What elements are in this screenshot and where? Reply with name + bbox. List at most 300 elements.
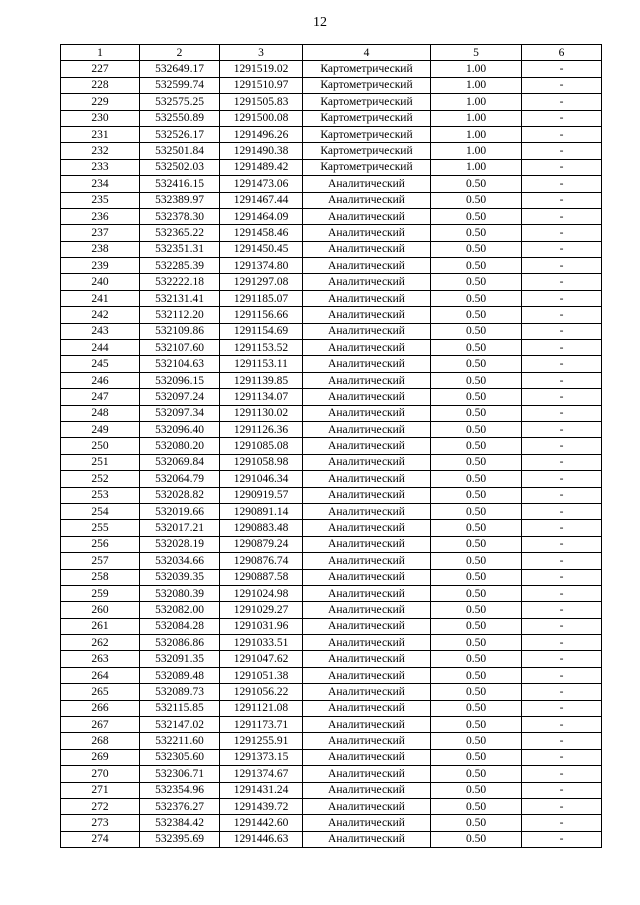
- table-cell-col-3: 1291173.71: [220, 717, 303, 733]
- table-cell-col-1: 243: [61, 323, 140, 339]
- table-cell-col-4: Аналитический: [303, 700, 431, 716]
- table-cell-col-4: Аналитический: [303, 602, 431, 618]
- table-cell-col-6: -: [522, 569, 602, 585]
- table-cell-col-3: 1290883.48: [220, 520, 303, 536]
- table-cell-col-4: Аналитический: [303, 831, 431, 847]
- table-cell-col-5: 0.50: [431, 520, 522, 536]
- table-cell-col-3: 1291373.15: [220, 749, 303, 765]
- table-cell-col-3: 1291489.42: [220, 159, 303, 175]
- table-cell-col-5: 0.50: [431, 536, 522, 552]
- table-cell-col-5: 0.50: [431, 487, 522, 503]
- table-cell-col-4: Аналитический: [303, 569, 431, 585]
- table-cell-col-3: 1291046.34: [220, 471, 303, 487]
- table-cell-col-4: Аналитический: [303, 618, 431, 634]
- header-row: [61, 45, 602, 61]
- table-cell-col-2: 532365.22: [140, 225, 220, 241]
- table-cell-col-1: 264: [61, 667, 140, 683]
- table-cell-col-6: -: [522, 208, 602, 224]
- table-cell-col-2: 532039.35: [140, 569, 220, 585]
- table-cell-col-6: -: [522, 176, 602, 192]
- table-cell-col-4: Аналитический: [303, 290, 431, 306]
- table-cell-col-1: 271: [61, 782, 140, 798]
- table-cell-col-3: 1291031.96: [220, 618, 303, 634]
- table-cell-col-1: 227: [61, 61, 140, 77]
- table-cell-col-2: 532376.27: [140, 798, 220, 814]
- table-cell-col-6: -: [522, 77, 602, 93]
- table-cell-col-4: Аналитический: [303, 536, 431, 552]
- table-cell-col-3: 1291500.08: [220, 110, 303, 126]
- table-cell-col-6: -: [522, 520, 602, 536]
- table-cell-col-2: 532285.39: [140, 258, 220, 274]
- table-row: [61, 749, 602, 765]
- table-cell-col-2: 532104.63: [140, 356, 220, 372]
- coordinates-table: [60, 44, 602, 848]
- table-cell-col-5: 0.50: [431, 192, 522, 208]
- table-cell-col-4: Аналитический: [303, 766, 431, 782]
- table-cell-col-6: -: [522, 503, 602, 519]
- table-row: [61, 454, 602, 470]
- table-cell-col-1: 263: [61, 651, 140, 667]
- table-row: [61, 717, 602, 733]
- table-row: [61, 61, 602, 77]
- table-cell-col-3: 1291134.07: [220, 389, 303, 405]
- table-cell-col-6: -: [522, 487, 602, 503]
- table-row: [61, 815, 602, 831]
- table-cell-col-3: 1291519.02: [220, 61, 303, 77]
- table-row: [61, 471, 602, 487]
- header-cell-1: 1: [61, 45, 140, 61]
- table-cell-col-1: 260: [61, 602, 140, 618]
- table-cell-col-2: 532115.85: [140, 700, 220, 716]
- table-cell-col-6: -: [522, 667, 602, 683]
- table-cell-col-6: -: [522, 126, 602, 142]
- table-cell-col-6: -: [522, 225, 602, 241]
- table-cell-col-1: 255: [61, 520, 140, 536]
- table-cell-col-2: 532211.60: [140, 733, 220, 749]
- table-cell-col-4: Аналитический: [303, 258, 431, 274]
- table-cell-col-5: 0.50: [431, 503, 522, 519]
- table-cell-col-4: Аналитический: [303, 749, 431, 765]
- page-number: 12: [313, 15, 327, 30]
- table-cell-col-3: 1291121.08: [220, 700, 303, 716]
- table-cell-col-3: 1291458.46: [220, 225, 303, 241]
- table-cell-col-3: 1291510.97: [220, 77, 303, 93]
- table-row: [61, 635, 602, 651]
- table-cell-col-5: 0.50: [431, 421, 522, 437]
- table-cell-col-3: 1291033.51: [220, 635, 303, 651]
- table-header: [61, 45, 602, 61]
- table-cell-col-3: 1291130.02: [220, 405, 303, 421]
- table-cell-col-1: 261: [61, 618, 140, 634]
- table-row: [61, 389, 602, 405]
- table-cell-col-3: 1291153.11: [220, 356, 303, 372]
- table-cell-col-2: 532028.19: [140, 536, 220, 552]
- table-cell-col-2: 532550.89: [140, 110, 220, 126]
- table-cell-col-2: 532107.60: [140, 340, 220, 356]
- table-cell-col-1: 235: [61, 192, 140, 208]
- table-cell-col-2: 532354.96: [140, 782, 220, 798]
- table-cell-col-2: 532395.69: [140, 831, 220, 847]
- table-cell-col-1: 247: [61, 389, 140, 405]
- header-cell-5: 5: [431, 45, 522, 61]
- table-row: [61, 94, 602, 110]
- table-cell-col-5: 0.50: [431, 176, 522, 192]
- table-cell-col-5: 0.50: [431, 569, 522, 585]
- table-cell-col-6: -: [522, 798, 602, 814]
- table-cell-col-1: 232: [61, 143, 140, 159]
- table-cell-col-2: 532069.84: [140, 454, 220, 470]
- table-cell-col-1: 270: [61, 766, 140, 782]
- table-row: [61, 585, 602, 601]
- table-row: [61, 274, 602, 290]
- table-cell-col-5: 0.50: [431, 307, 522, 323]
- table-row: [61, 405, 602, 421]
- table-cell-col-1: 253: [61, 487, 140, 503]
- table-cell-col-4: Аналитический: [303, 585, 431, 601]
- table-cell-col-6: -: [522, 356, 602, 372]
- table-cell-col-5: 0.50: [431, 323, 522, 339]
- table-cell-col-2: 532112.20: [140, 307, 220, 323]
- table-cell-col-3: 1291024.98: [220, 585, 303, 601]
- table-cell-col-2: 532034.66: [140, 553, 220, 569]
- table-cell-col-4: Аналитический: [303, 340, 431, 356]
- table-cell-col-3: 1291374.67: [220, 766, 303, 782]
- table-cell-col-3: 1290876.74: [220, 553, 303, 569]
- table-cell-col-2: 532028.82: [140, 487, 220, 503]
- table-cell-col-3: 1291374.80: [220, 258, 303, 274]
- table-cell-col-1: 273: [61, 815, 140, 831]
- table-cell-col-1: 252: [61, 471, 140, 487]
- table-cell-col-3: 1291154.69: [220, 323, 303, 339]
- table-row: [61, 421, 602, 437]
- table-cell-col-6: -: [522, 536, 602, 552]
- table-cell-col-5: 1.00: [431, 126, 522, 142]
- table-cell-col-4: Аналитический: [303, 307, 431, 323]
- table-cell-col-3: 1291185.07: [220, 290, 303, 306]
- table-cell-col-6: -: [522, 340, 602, 356]
- table-cell-col-1: 245: [61, 356, 140, 372]
- table-row: [61, 126, 602, 142]
- table-cell-col-3: 1291297.08: [220, 274, 303, 290]
- table-cell-col-4: Аналитический: [303, 323, 431, 339]
- table-cell-col-2: 532097.34: [140, 405, 220, 421]
- table-cell-col-2: 532086.86: [140, 635, 220, 651]
- table-cell-col-2: 532084.28: [140, 618, 220, 634]
- table-cell-col-5: 1.00: [431, 61, 522, 77]
- table-cell-col-2: 532147.02: [140, 717, 220, 733]
- table-cell-col-4: Аналитический: [303, 782, 431, 798]
- table-row: [61, 323, 602, 339]
- table-cell-col-6: -: [522, 192, 602, 208]
- table-cell-col-6: -: [522, 831, 602, 847]
- table-body: [61, 61, 602, 848]
- header-cell-2: 2: [140, 45, 220, 61]
- table-cell-col-1: 251: [61, 454, 140, 470]
- table-cell-col-6: -: [522, 258, 602, 274]
- table-cell-col-1: 268: [61, 733, 140, 749]
- table-cell-col-2: 532089.48: [140, 667, 220, 683]
- table-cell-col-5: 0.50: [431, 717, 522, 733]
- table-cell-col-6: -: [522, 471, 602, 487]
- table-cell-col-4: Аналитический: [303, 471, 431, 487]
- table-row: [61, 340, 602, 356]
- table-cell-col-6: -: [522, 782, 602, 798]
- table-cell-col-2: 532351.31: [140, 241, 220, 257]
- table-cell-col-1: 274: [61, 831, 140, 847]
- table-cell-col-3: 1290919.57: [220, 487, 303, 503]
- table-row: [61, 553, 602, 569]
- table-cell-col-6: -: [522, 323, 602, 339]
- header-cell-4: 4: [303, 45, 431, 61]
- table-cell-col-4: Картометрический: [303, 143, 431, 159]
- table-cell-col-1: 238: [61, 241, 140, 257]
- table-cell-col-1: 237: [61, 225, 140, 241]
- table-cell-col-6: -: [522, 454, 602, 470]
- table-cell-col-3: 1291439.72: [220, 798, 303, 814]
- table-cell-col-3: 1291047.62: [220, 651, 303, 667]
- table-cell-col-2: 532378.30: [140, 208, 220, 224]
- table-cell-col-5: 0.50: [431, 454, 522, 470]
- table-cell-col-5: 0.50: [431, 258, 522, 274]
- table-cell-col-1: 246: [61, 372, 140, 388]
- table-cell-col-1: 230: [61, 110, 140, 126]
- table-cell-col-2: 532019.66: [140, 503, 220, 519]
- table-cell-col-3: 1291029.27: [220, 602, 303, 618]
- table-row: [61, 192, 602, 208]
- table-row: [61, 733, 602, 749]
- table-cell-col-4: Картометрический: [303, 110, 431, 126]
- table-cell-col-4: Аналитический: [303, 717, 431, 733]
- table-row: [61, 290, 602, 306]
- table-cell-col-1: 239: [61, 258, 140, 274]
- table-cell-col-5: 0.50: [431, 831, 522, 847]
- table-cell-col-3: 1291051.38: [220, 667, 303, 683]
- table-cell-col-3: 1291085.08: [220, 438, 303, 454]
- header-cell-3: 3: [220, 45, 303, 61]
- table-cell-col-1: 258: [61, 569, 140, 585]
- table-cell-col-3: 1290887.58: [220, 569, 303, 585]
- table-cell-col-1: 234: [61, 176, 140, 192]
- table-cell-col-1: 269: [61, 749, 140, 765]
- table-cell-col-4: Аналитический: [303, 192, 431, 208]
- table-row: [61, 602, 602, 618]
- table-cell-col-2: 532080.20: [140, 438, 220, 454]
- table-cell-col-4: Аналитический: [303, 454, 431, 470]
- table-cell-col-1: 236: [61, 208, 140, 224]
- table-cell-col-3: 1291490.38: [220, 143, 303, 159]
- table-cell-col-1: 233: [61, 159, 140, 175]
- table-cell-col-4: Аналитический: [303, 372, 431, 388]
- table-cell-col-4: Картометрический: [303, 159, 431, 175]
- table-cell-col-2: 532080.39: [140, 585, 220, 601]
- table-cell-col-4: Аналитический: [303, 553, 431, 569]
- table-cell-col-4: Аналитический: [303, 421, 431, 437]
- table-cell-col-1: 248: [61, 405, 140, 421]
- table-row: [61, 536, 602, 552]
- table-cell-col-2: 532502.03: [140, 159, 220, 175]
- header-cell-6: 6: [522, 45, 602, 61]
- table-cell-col-6: -: [522, 815, 602, 831]
- table-cell-col-5: 0.50: [431, 405, 522, 421]
- table-cell-col-5: 0.50: [431, 766, 522, 782]
- table-cell-col-4: Аналитический: [303, 503, 431, 519]
- table-cell-col-1: 244: [61, 340, 140, 356]
- table-cell-col-6: -: [522, 635, 602, 651]
- table-cell-col-4: Аналитический: [303, 208, 431, 224]
- table-cell-col-6: -: [522, 733, 602, 749]
- table-cell-col-3: 1291153.52: [220, 340, 303, 356]
- table-cell-col-5: 1.00: [431, 77, 522, 93]
- table-cell-col-6: -: [522, 553, 602, 569]
- table-cell-col-3: 1291126.36: [220, 421, 303, 437]
- table-cell-col-5: 0.50: [431, 635, 522, 651]
- table-cell-col-2: 532389.97: [140, 192, 220, 208]
- table-cell-col-1: 240: [61, 274, 140, 290]
- coordinates-table-container: [60, 44, 601, 848]
- table-cell-col-5: 0.50: [431, 356, 522, 372]
- table-cell-col-5: 0.50: [431, 684, 522, 700]
- table-cell-col-4: Аналитический: [303, 684, 431, 700]
- table-cell-col-4: Аналитический: [303, 241, 431, 257]
- table-cell-col-6: -: [522, 94, 602, 110]
- table-cell-col-1: 267: [61, 717, 140, 733]
- table-row: [61, 667, 602, 683]
- table-cell-col-3: 1291473.06: [220, 176, 303, 192]
- table-row: [61, 176, 602, 192]
- table-cell-col-2: 532305.60: [140, 749, 220, 765]
- table-cell-col-6: -: [522, 766, 602, 782]
- table-cell-col-5: 0.50: [431, 553, 522, 569]
- table-cell-col-6: -: [522, 438, 602, 454]
- table-cell-col-6: -: [522, 717, 602, 733]
- table-cell-col-4: Аналитический: [303, 487, 431, 503]
- table-cell-col-5: 0.50: [431, 585, 522, 601]
- table-cell-col-5: 0.50: [431, 733, 522, 749]
- table-cell-col-6: -: [522, 421, 602, 437]
- table-cell-col-1: 228: [61, 77, 140, 93]
- table-row: [61, 520, 602, 536]
- table-cell-col-5: 0.50: [431, 389, 522, 405]
- table-cell-col-4: Картометрический: [303, 77, 431, 93]
- table-cell-col-6: -: [522, 651, 602, 667]
- table-cell-col-5: 0.50: [431, 618, 522, 634]
- table-cell-col-6: -: [522, 389, 602, 405]
- table-cell-col-5: 0.50: [431, 241, 522, 257]
- table-cell-col-2: 532131.41: [140, 290, 220, 306]
- table-cell-col-5: 0.50: [431, 471, 522, 487]
- table-cell-col-1: 272: [61, 798, 140, 814]
- table-cell-col-3: 1291255.91: [220, 733, 303, 749]
- table-cell-col-2: 532064.79: [140, 471, 220, 487]
- table-cell-col-3: 1291496.26: [220, 126, 303, 142]
- table-row: [61, 77, 602, 93]
- table-cell-col-5: 0.50: [431, 815, 522, 831]
- table-cell-col-4: Аналитический: [303, 635, 431, 651]
- table-row: [61, 225, 602, 241]
- table-cell-col-2: 532109.86: [140, 323, 220, 339]
- table-cell-col-4: Аналитический: [303, 815, 431, 831]
- table-cell-col-4: Аналитический: [303, 389, 431, 405]
- table-cell-col-5: 0.50: [431, 667, 522, 683]
- table-row: [61, 569, 602, 585]
- table-cell-col-3: 1291442.60: [220, 815, 303, 831]
- table-cell-col-1: 229: [61, 94, 140, 110]
- table-cell-col-2: 532096.40: [140, 421, 220, 437]
- table-cell-col-2: 532222.18: [140, 274, 220, 290]
- table-cell-col-5: 0.50: [431, 290, 522, 306]
- table-cell-col-2: 532091.35: [140, 651, 220, 667]
- table-cell-col-3: 1291446.63: [220, 831, 303, 847]
- table-row: [61, 782, 602, 798]
- table-row: [61, 831, 602, 847]
- table-row: [61, 438, 602, 454]
- table-cell-col-5: 0.50: [431, 438, 522, 454]
- table-row: [61, 798, 602, 814]
- table-cell-col-4: Аналитический: [303, 651, 431, 667]
- table-cell-col-1: 262: [61, 635, 140, 651]
- table-cell-col-1: 231: [61, 126, 140, 142]
- table-cell-col-5: 0.50: [431, 372, 522, 388]
- table-cell-col-4: Аналитический: [303, 798, 431, 814]
- table-cell-col-1: 256: [61, 536, 140, 552]
- table-cell-col-5: 1.00: [431, 94, 522, 110]
- table-cell-col-5: 1.00: [431, 159, 522, 175]
- table-cell-col-5: 0.50: [431, 274, 522, 290]
- table-cell-col-6: -: [522, 274, 602, 290]
- table-cell-col-6: -: [522, 241, 602, 257]
- table-cell-col-4: Аналитический: [303, 176, 431, 192]
- table-cell-col-3: 1291450.45: [220, 241, 303, 257]
- table-cell-col-3: 1291058.98: [220, 454, 303, 470]
- table-cell-col-6: -: [522, 405, 602, 421]
- table-cell-col-5: 0.50: [431, 651, 522, 667]
- table-row: [61, 241, 602, 257]
- table-cell-col-1: 250: [61, 438, 140, 454]
- table-cell-col-2: 532384.42: [140, 815, 220, 831]
- table-cell-col-3: 1291431.24: [220, 782, 303, 798]
- table-cell-col-2: 532082.00: [140, 602, 220, 618]
- table-row: [61, 372, 602, 388]
- table-cell-col-4: Аналитический: [303, 356, 431, 372]
- table-row: [61, 307, 602, 323]
- table-cell-col-5: 0.50: [431, 208, 522, 224]
- table-cell-col-2: 532599.74: [140, 77, 220, 93]
- table-cell-col-2: 532649.17: [140, 61, 220, 77]
- table-cell-col-5: 0.50: [431, 798, 522, 814]
- table-cell-col-6: -: [522, 700, 602, 716]
- table-cell-col-3: 1290891.14: [220, 503, 303, 519]
- table-row: [61, 684, 602, 700]
- table-row: [61, 700, 602, 716]
- table-cell-col-6: -: [522, 618, 602, 634]
- table-cell-col-4: Аналитический: [303, 438, 431, 454]
- table-cell-col-6: -: [522, 307, 602, 323]
- table-cell-col-4: Аналитический: [303, 667, 431, 683]
- table-cell-col-3: 1291156.66: [220, 307, 303, 323]
- table-cell-col-1: 241: [61, 290, 140, 306]
- table-cell-col-3: 1291464.09: [220, 208, 303, 224]
- table-row: [61, 487, 602, 503]
- table-row: [61, 208, 602, 224]
- table-cell-col-1: 254: [61, 503, 140, 519]
- table-cell-col-1: 259: [61, 585, 140, 601]
- table-cell-col-6: -: [522, 61, 602, 77]
- table-cell-col-6: -: [522, 159, 602, 175]
- table-cell-col-6: -: [522, 110, 602, 126]
- table-cell-col-5: 0.50: [431, 225, 522, 241]
- table-cell-col-6: -: [522, 585, 602, 601]
- table-cell-col-4: Аналитический: [303, 520, 431, 536]
